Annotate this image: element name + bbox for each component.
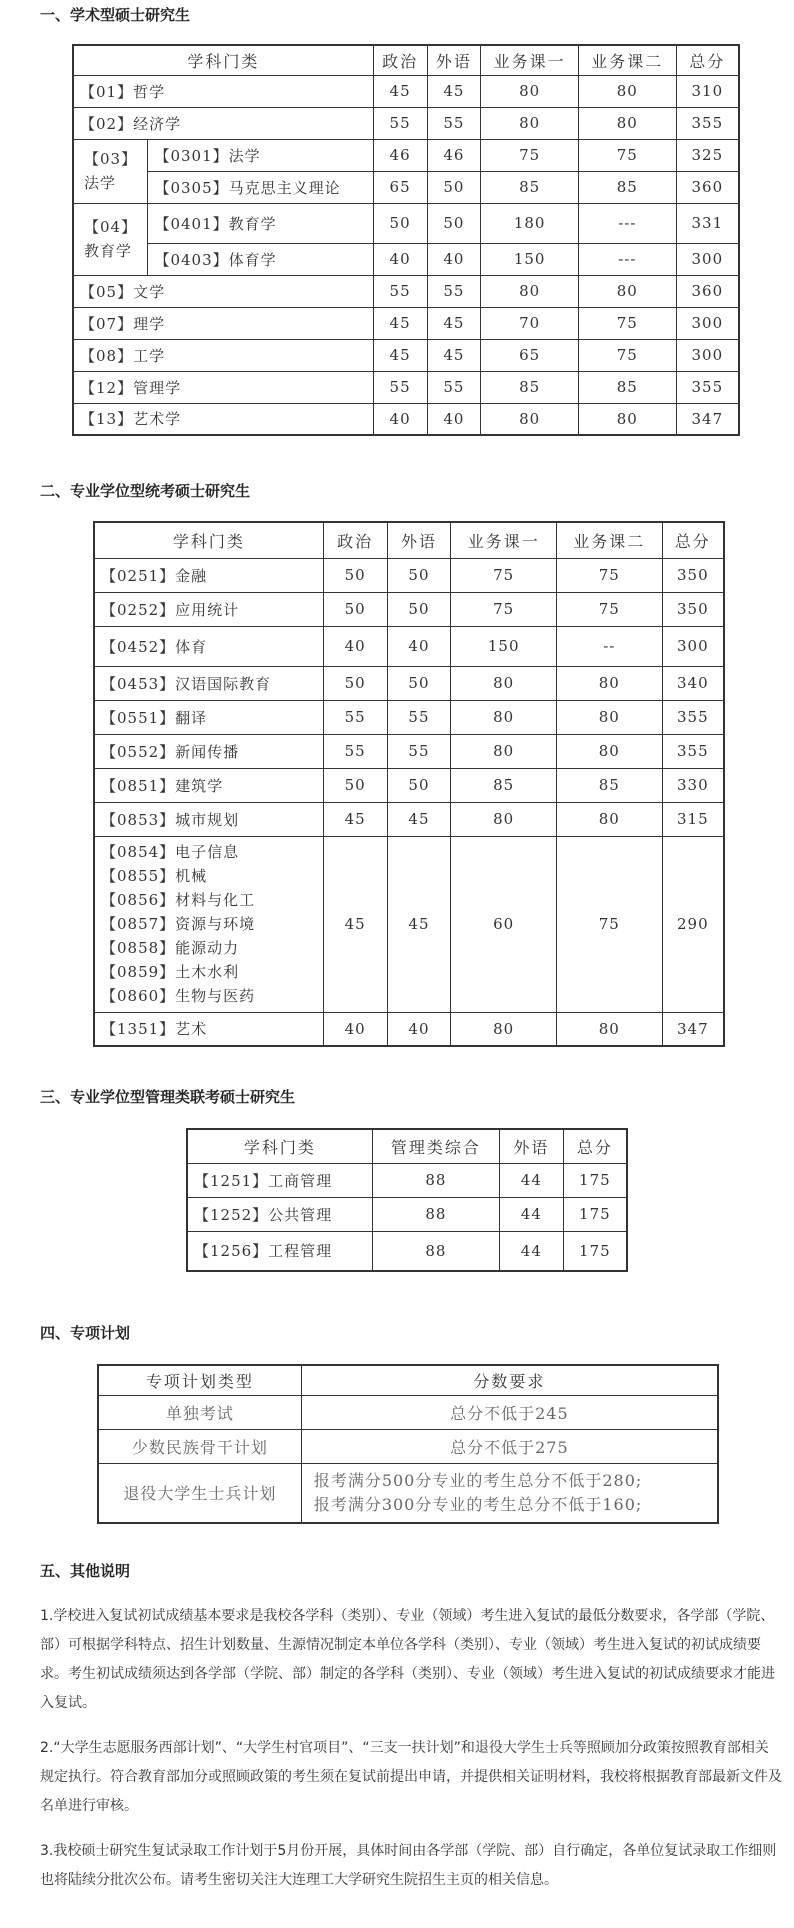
column-header: 政治	[323, 522, 387, 558]
subject-name-group	[94, 836, 323, 1012]
subject-name: 【0552】新闻传播	[94, 734, 323, 768]
column-header: 管理类综合	[372, 1129, 499, 1163]
total-score: 310	[676, 75, 739, 107]
politics-score: 50	[323, 558, 387, 592]
course1-score: 80	[451, 700, 557, 734]
column-header: 外语	[427, 45, 481, 75]
language-score: 55	[427, 107, 481, 139]
requirement-line: 报考满分300分专业的考生总分不低于160;	[313, 1494, 643, 1514]
politics-score: 55	[373, 107, 427, 139]
column-header: 外语	[500, 1129, 564, 1163]
score-requirement: 总分不低于275	[301, 1429, 718, 1463]
total-score: 300	[676, 243, 739, 275]
course1-score: 85	[451, 768, 557, 802]
subject-name: 【1252】公共管理	[187, 1197, 372, 1231]
comprehensive-score: 88	[372, 1197, 499, 1231]
course2-score: 80	[557, 802, 663, 836]
politics-score: 40	[323, 1012, 387, 1046]
subject-name: 【1256】工程管理	[187, 1231, 372, 1271]
total-score: 175	[563, 1231, 627, 1271]
language-score: 45	[427, 75, 481, 107]
column-header: 政治	[373, 45, 427, 75]
language-score: 46	[427, 139, 481, 171]
language-score: 50	[427, 203, 481, 243]
notes-section	[40, 1602, 782, 1911]
total-score: 300	[662, 626, 724, 666]
table-row	[73, 403, 739, 435]
total-score: 360	[676, 275, 739, 307]
plan-type: 单独考试	[98, 1395, 301, 1429]
language-score: 44	[500, 1163, 564, 1197]
section-heading-academic: 一、学术型硕士研究生	[40, 6, 191, 24]
note-paragraph: 3.我校硕士研究生复试录取工作计划于5月份开展，具体时间由各学部（学院、部）自行确定，各单位复试录取工作细则也将陆续分批次公布。请考生密切关注大连理工大学研究生院招生主页的相关信息。	[40, 1843, 777, 1888]
politics-score: 45	[323, 836, 387, 1012]
table-row	[94, 1012, 724, 1046]
category-code: 【03】	[84, 150, 138, 168]
table-row	[94, 700, 724, 734]
subject-name: 【0403】体育学	[148, 243, 373, 275]
politics-score: 50	[323, 666, 387, 700]
subject-name: 【0453】汉语国际教育	[94, 666, 323, 700]
total-score: 355	[676, 371, 739, 403]
table-row	[94, 666, 724, 700]
subject-name: 【0851】建筑学	[94, 768, 323, 802]
politics-score: 50	[323, 592, 387, 626]
course1-score: 80	[481, 107, 579, 139]
table-header-row	[94, 522, 724, 558]
table-header-row	[187, 1129, 627, 1163]
academic-score-table	[72, 44, 740, 436]
subject-name: 【0551】翻译	[94, 700, 323, 734]
table-header-row	[73, 45, 739, 75]
course1-score: 80	[481, 275, 579, 307]
language-score: 50	[427, 171, 481, 203]
subject-name: 【0252】应用统计	[94, 592, 323, 626]
subject-name: 【08】工学	[73, 339, 373, 371]
language-score: 44	[500, 1231, 564, 1271]
course2-score: ---	[579, 243, 677, 275]
course2-score: 80	[557, 666, 663, 700]
course1-score: 65	[481, 339, 579, 371]
subject-name: 【1251】工商管理	[187, 1163, 372, 1197]
course1-score: 80	[481, 403, 579, 435]
politics-score: 40	[373, 403, 427, 435]
table-row	[94, 592, 724, 626]
table-row	[94, 768, 724, 802]
course1-score: 80	[451, 666, 557, 700]
total-score: 355	[676, 107, 739, 139]
course1-score: 80	[451, 734, 557, 768]
total-score: 300	[676, 339, 739, 371]
subject-name: 【0860】生物与医药	[101, 987, 256, 1005]
total-score: 355	[662, 734, 724, 768]
table-row	[73, 107, 739, 139]
total-score: 350	[662, 592, 724, 626]
subject-name: 【0857】资源与环境	[101, 915, 256, 933]
column-header: 总分	[662, 522, 724, 558]
language-score: 55	[427, 371, 481, 403]
table-row	[98, 1429, 718, 1463]
subject-name: 【01】哲学	[73, 75, 373, 107]
politics-score: 45	[373, 307, 427, 339]
column-header: 分数要求	[301, 1365, 718, 1395]
language-score: 40	[427, 243, 481, 275]
section-heading-professional: 二、专业学位型统考硕士研究生	[40, 482, 251, 500]
course1-score: 75	[481, 139, 579, 171]
subject-name: 【0305】马克思主义理论	[148, 171, 373, 203]
course1-score: 60	[451, 836, 557, 1012]
language-score: 55	[387, 700, 451, 734]
language-score: 50	[387, 768, 451, 802]
politics-score: 55	[323, 700, 387, 734]
total-score: 315	[662, 802, 724, 836]
column-header: 总分	[563, 1129, 627, 1163]
language-score: 50	[387, 558, 451, 592]
note-paragraph: 2.“大学生志愿服务西部计划”、“大学生村官项目”、“三支一扶计划”和退役大学生士兵等照顾加分政策按照教育部相关规定执行。符合教育部加分或照顾政策的考生须在复试前提出申请，并提供相关证明材料，我校将根据教育部最新文件及名单进行审核。	[40, 1740, 782, 1814]
table-row	[73, 275, 739, 307]
special-plan-table	[97, 1364, 719, 1524]
table-row	[94, 802, 724, 836]
course2-score: 75	[579, 307, 677, 339]
table-row	[98, 1395, 718, 1429]
course2-score: 80	[579, 403, 677, 435]
section-heading-other: 五、其他说明	[40, 1562, 131, 1580]
course1-score: 75	[451, 592, 557, 626]
score-requirement: 总分不低于245	[301, 1395, 718, 1429]
course2-score: 80	[557, 1012, 663, 1046]
total-score: 300	[676, 307, 739, 339]
course1-score: 85	[481, 371, 579, 403]
politics-score: 40	[323, 626, 387, 666]
table-row	[94, 626, 724, 666]
column-header: 业务课一	[451, 522, 557, 558]
table-row	[187, 1231, 627, 1271]
course2-score: 80	[579, 107, 677, 139]
table-row	[73, 307, 739, 339]
section-heading-special: 四、专项计划	[40, 1324, 131, 1342]
table-row	[73, 203, 739, 243]
table-row	[73, 171, 739, 203]
total-score: 325	[676, 139, 739, 171]
course2-score: 75	[579, 339, 677, 371]
politics-score: 45	[373, 339, 427, 371]
table-row	[94, 558, 724, 592]
total-score: 347	[662, 1012, 724, 1046]
table-row	[73, 75, 739, 107]
total-score: 340	[662, 666, 724, 700]
column-header: 学科门类	[187, 1129, 372, 1163]
course1-score: 180	[481, 203, 579, 243]
course1-score: 80	[451, 1012, 557, 1046]
language-score: 45	[387, 836, 451, 1012]
comprehensive-score: 88	[372, 1231, 499, 1271]
subject-name: 【0854】电子信息	[101, 843, 240, 861]
politics-score: 50	[373, 203, 427, 243]
subject-name: 【1351】艺术	[94, 1012, 323, 1046]
table-row	[73, 243, 739, 275]
subject-name: 【0251】金融	[94, 558, 323, 592]
column-header: 业务课二	[557, 522, 663, 558]
politics-score: 55	[323, 734, 387, 768]
table-row	[73, 139, 739, 171]
category-name: 法学	[84, 174, 117, 192]
subject-name: 【07】理学	[73, 307, 373, 339]
language-score: 45	[427, 307, 481, 339]
course2-score: 75	[579, 139, 677, 171]
total-score: 330	[662, 768, 724, 802]
course2-score: 80	[557, 734, 663, 768]
language-score: 55	[427, 275, 481, 307]
subject-name: 【0853】城市规划	[94, 802, 323, 836]
course1-score: 70	[481, 307, 579, 339]
politics-score: 45	[323, 802, 387, 836]
politics-score: 50	[323, 768, 387, 802]
course2-score: 80	[557, 700, 663, 734]
column-header: 业务课一	[481, 45, 579, 75]
plan-type: 少数民族骨干计划	[98, 1429, 301, 1463]
total-score: 175	[563, 1197, 627, 1231]
subject-name: 【0856】材料与化工	[101, 891, 256, 909]
table-row	[73, 339, 739, 371]
table-row	[187, 1197, 627, 1231]
table-row	[73, 371, 739, 403]
subject-name: 【12】管理学	[73, 371, 373, 403]
column-header: 学科门类	[94, 522, 323, 558]
category-label-law	[73, 139, 148, 203]
score-requirement	[301, 1463, 718, 1523]
course2-score: 75	[557, 836, 663, 1012]
language-score: 40	[387, 1012, 451, 1046]
professional-score-table	[93, 521, 725, 1047]
language-score: 40	[427, 403, 481, 435]
total-score: 350	[662, 558, 724, 592]
course1-score: 150	[481, 243, 579, 275]
table-row	[98, 1463, 718, 1523]
politics-score: 45	[373, 75, 427, 107]
subject-name: 【13】艺术学	[73, 403, 373, 435]
language-score: 40	[387, 626, 451, 666]
total-score: 355	[662, 700, 724, 734]
language-score: 45	[387, 802, 451, 836]
course1-score: 80	[481, 75, 579, 107]
total-score: 360	[676, 171, 739, 203]
politics-score: 40	[373, 243, 427, 275]
subject-name: 【0855】机械	[101, 867, 208, 885]
table-row	[187, 1163, 627, 1197]
course2-score: ---	[579, 203, 677, 243]
course1-score: 150	[451, 626, 557, 666]
section-heading-management: 三、专业学位型管理类联考硕士研究生	[40, 1088, 296, 1106]
note-paragraph: 1.学校进入复试初试成绩基本要求是我校各学科（类别）、专业（领域）考生进入复试的最低分数要求，各学部（学院、部）可根据学科特点、招生计划数量、生源情况制定本单位各学科（类别）、专业（领域）考生进入复试的初试成绩要求。考生初试成绩须达到各学部（学院、部）制定的各学科（类别）、专业（领域）考生进入复试的初试成绩要求才能进入复试。	[40, 1608, 775, 1711]
management-score-table	[186, 1128, 628, 1272]
table-row	[94, 734, 724, 768]
subject-name: 【0401】教育学	[148, 203, 373, 243]
course2-score: --	[557, 626, 663, 666]
course1-score: 75	[451, 558, 557, 592]
table-header-row	[98, 1365, 718, 1395]
column-header: 专项计划类型	[98, 1365, 301, 1395]
course2-score: 80	[579, 275, 677, 307]
politics-score: 65	[373, 171, 427, 203]
subject-name: 【0301】法学	[148, 139, 373, 171]
total-score: 290	[662, 836, 724, 1012]
column-header: 业务课二	[579, 45, 677, 75]
comprehensive-score: 88	[372, 1163, 499, 1197]
subject-name: 【0859】土木水利	[101, 963, 240, 981]
course1-score: 80	[451, 802, 557, 836]
column-header: 外语	[387, 522, 451, 558]
language-score: 45	[427, 339, 481, 371]
category-label-education	[73, 203, 148, 275]
category-name: 教育学	[84, 242, 133, 260]
politics-score: 46	[373, 139, 427, 171]
subject-name: 【02】经济学	[73, 107, 373, 139]
subject-name: 【05】文学	[73, 275, 373, 307]
politics-score: 55	[373, 371, 427, 403]
language-score: 55	[387, 734, 451, 768]
total-score: 331	[676, 203, 739, 243]
total-score: 175	[563, 1163, 627, 1197]
category-code: 【04】	[84, 218, 138, 236]
course2-score: 85	[579, 171, 677, 203]
requirement-line: 报考满分500分专业的考生总分不低于280;	[313, 1470, 643, 1490]
course2-score: 85	[557, 768, 663, 802]
course2-score: 75	[557, 558, 663, 592]
course2-score: 85	[579, 371, 677, 403]
column-header: 总分	[676, 45, 739, 75]
politics-score: 55	[373, 275, 427, 307]
language-score: 50	[387, 666, 451, 700]
column-header: 学科门类	[73, 45, 373, 75]
language-score: 44	[500, 1197, 564, 1231]
course2-score: 80	[579, 75, 677, 107]
course2-score: 75	[557, 592, 663, 626]
language-score: 50	[387, 592, 451, 626]
subject-name: 【0452】体育	[94, 626, 323, 666]
plan-type: 退役大学生士兵计划	[98, 1463, 301, 1523]
course1-score: 85	[481, 171, 579, 203]
subject-name: 【0858】能源动力	[101, 939, 240, 957]
table-row	[94, 836, 724, 1012]
total-score: 347	[676, 403, 739, 435]
